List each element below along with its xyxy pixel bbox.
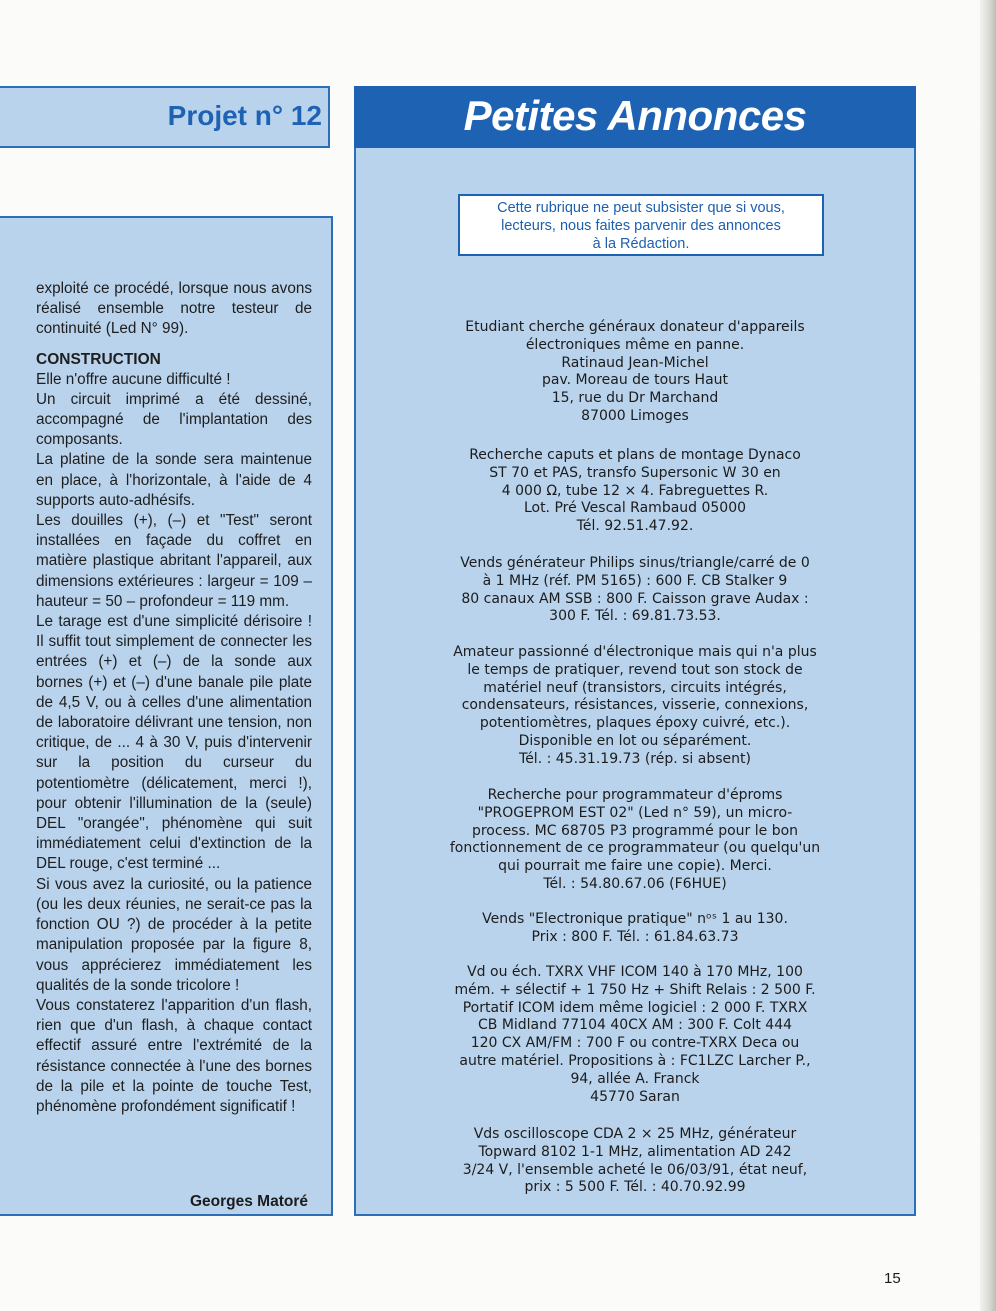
classifieds-header — [354, 86, 916, 148]
ad-line: Amateur passionné d'électronique mais qui n'a plus — [453, 644, 817, 660]
classified-ad — [370, 787, 900, 894]
article-paragraph: Vous constaterez l'apparition d'un flash, rien que d'un flash, à chaque contact effectif assuré entre l'extrémité de la résistance connectée à l'une des bornes de la pile et la pointe de touche Test, phénomène profondément significatif ! — [36, 996, 312, 1115]
article-paragraph: Elle n'offre aucune difficulté ! — [36, 370, 231, 388]
ad-line: Vds oscilloscope CDA 2 × 25 MHz, générateur — [473, 1126, 797, 1142]
ad-line: ST 70 et PAS, transfo Supersonic W 30 en — [489, 464, 781, 481]
classified-ad — [370, 911, 900, 947]
article-paragraph: Si vous avez la curiosité, ou la patience (ou les deux réunies, ne serait-ce pas la fonction OU ?) de procéder à la petite manipulation proposée par la figure 8, vous apprécierez immédiatement les qualités de la sonde tricolore ! — [36, 875, 312, 994]
classified-ad — [370, 964, 900, 1106]
ad-line: 45770 Saran — [590, 1088, 680, 1105]
ad-line: fonctionnement de ce programmateur (ou quelqu'un — [449, 840, 821, 857]
ad-line: 94, allée A. Franck — [570, 1070, 700, 1087]
ad-line: prix : 5 500 F. Tél. : 40.70.92.99 — [524, 1179, 746, 1196]
ad-line: Tél. : 54.80.67.06 (F6HUE) — [543, 875, 727, 892]
ad-line: 80 canaux AM SSB : 800 F. Caisson grave Audax : — [461, 590, 809, 607]
ad-line: 4 000 Ω, tube 12 × 4. Fabreguettes R. — [501, 482, 769, 499]
classifieds-title: Petites Annonces — [463, 92, 807, 139]
ad-line: mém. + sélectif + 1 750 Hz + Shift Relais : 2 500 F. — [454, 981, 816, 998]
ad-line: Tél. : 45.31.19.73 (rép. si absent) — [519, 750, 751, 767]
article-paragraph: Un circuit imprimé a été dessiné, accompagné de l'implantation des composants. — [36, 390, 312, 449]
ad-line: Lot. Pré Vescal Rambaud 05000 — [523, 500, 747, 517]
notice-line: Cette rubrique ne peut subsister que si vous, — [497, 200, 785, 216]
ad-line: autre matériel. Propositions à : FC1LZC Larcher P., — [459, 1052, 811, 1069]
project-title-box — [0, 86, 330, 148]
classified-ad — [370, 555, 900, 626]
article-text — [36, 279, 312, 1117]
ad-line: Disponible en lot ou séparément. — [518, 732, 752, 749]
ad-line: 15, rue du Dr Marchand — [551, 390, 719, 407]
author-signature: Georges Matoré — [189, 1193, 308, 1210]
ad-line: Recherche caputs et plans de montage Dynaco — [469, 447, 801, 463]
notice-line: à la Rédaction. — [592, 236, 690, 252]
project-title: Projet n° 12 — [167, 100, 322, 131]
ad-line: 3/24 V, l'ensemble acheté le 06/03/91, état neuf, — [462, 1161, 808, 1178]
ad-line: CB Midland 77104 40CX AM : 300 F. Colt 444 — [477, 1017, 793, 1034]
ad-line: Topward 8102 1-1 MHz, alimentation AD 242 — [478, 1143, 792, 1160]
ad-line: électroniques même en panne. — [525, 336, 745, 353]
ad-line: le temps de pratiquer, revend tout son stock de — [467, 661, 803, 678]
page-edge — [980, 0, 996, 1311]
ad-line: potentiomètres, plaques époxy cuivré, etc.). — [479, 715, 791, 732]
ad-line: process. MC 68705 P3 programmé pour le bon — [471, 822, 799, 839]
ad-line: qui pourrait me faire une copie). Merci. — [498, 858, 772, 875]
ad-line: 300 F. Tél. : 69.81.73.53. — [549, 608, 721, 625]
ad-line: "PROGEPROM EST 02" (Led n° 59), un micro- — [477, 804, 793, 821]
classified-ad — [370, 319, 900, 426]
ad-line: Vd ou éch. TXRX VHF ICOM 140 à 170 MHz, 100 — [467, 964, 803, 980]
ad-line: Ratinaud Jean-Michel — [561, 354, 709, 371]
ad-line: Vends générateur Philips sinus/triangle/carré de 0 — [460, 555, 810, 571]
ad-line: Recherche pour programmateur d'éproms — [487, 787, 783, 803]
classified-ad — [370, 1126, 900, 1197]
ad-line: 87000 Limoges — [581, 407, 689, 424]
ad-line: 120 CX AM/FM : 700 F ou contre-TXRX Deca ou — [470, 1035, 800, 1052]
page-number: 15 — [884, 1270, 901, 1287]
article-paragraph: Le tarage est d'une simplicité dérisoire ! Il suffit tout simplement de connecter les entrées (+) et (–) de la sonde aux bornes (+) et (–) d'une banale pile plate de 4,5 V, ou à celles d'une alimentation de laboratoire délivrant une tension, non critique, de ... 4 à 30 V, puis d'intervenir sur la position du curseur du potentiomètre (délicatement, merci !), pour obtenir l'illumination de la (seule) DEL "orangée", phénomène qui suit immédiatement celui d'extinction de la DEL rouge, c'est terminé ... — [36, 613, 312, 873]
ad-line: Etudiant cherche généraux donateur d'appareils — [465, 319, 805, 335]
ad-line: Prix : 800 F. Tél. : 61.84.63.73 — [531, 928, 739, 945]
article-paragraph: La platine de la sonde sera maintenue en place, à l'horizontale, à l'aide de 4 supports auto-adhésifs. — [36, 451, 312, 509]
section-heading: CONSTRUCTION — [36, 350, 161, 368]
ad-line: condensateurs, résistances, visserie, connexions, — [461, 697, 809, 714]
classified-ad — [370, 644, 900, 769]
notice-line: lecteurs, nous faites parvenir des annonces — [501, 218, 781, 234]
ad-line: pav. Moreau de tours Haut — [541, 372, 729, 389]
ad-line: Vends "Electronique pratique" nᵒˢ 1 au 130. — [482, 911, 788, 927]
article-paragraph: Les douilles (+), (–) et "Test" seront installées en façade du coffret en matière plastique abritant l'appareil, aux dimensions extérieures : largeur = 109 – hauteur = 50 – profondeur = 119 mm. — [36, 512, 312, 610]
ad-line: Portatif ICOM idem même logiciel : 2 000 F. TXRX — [462, 999, 808, 1016]
editorial-notice — [458, 194, 824, 256]
article-intro: exploité ce procédé, lorsque nous avons réalisé ensemble notre testeur de continuité (Led N° 99). — [36, 280, 312, 338]
ad-line: Tél. 92.51.47.92. — [576, 518, 694, 535]
ad-line: à 1 MHz (réf. PM 5165) : 600 F. CB Stalker 9 — [482, 572, 788, 589]
classified-ad — [370, 447, 900, 536]
ad-line: matériel neuf (transistors, circuits intégrés, — [483, 679, 787, 696]
